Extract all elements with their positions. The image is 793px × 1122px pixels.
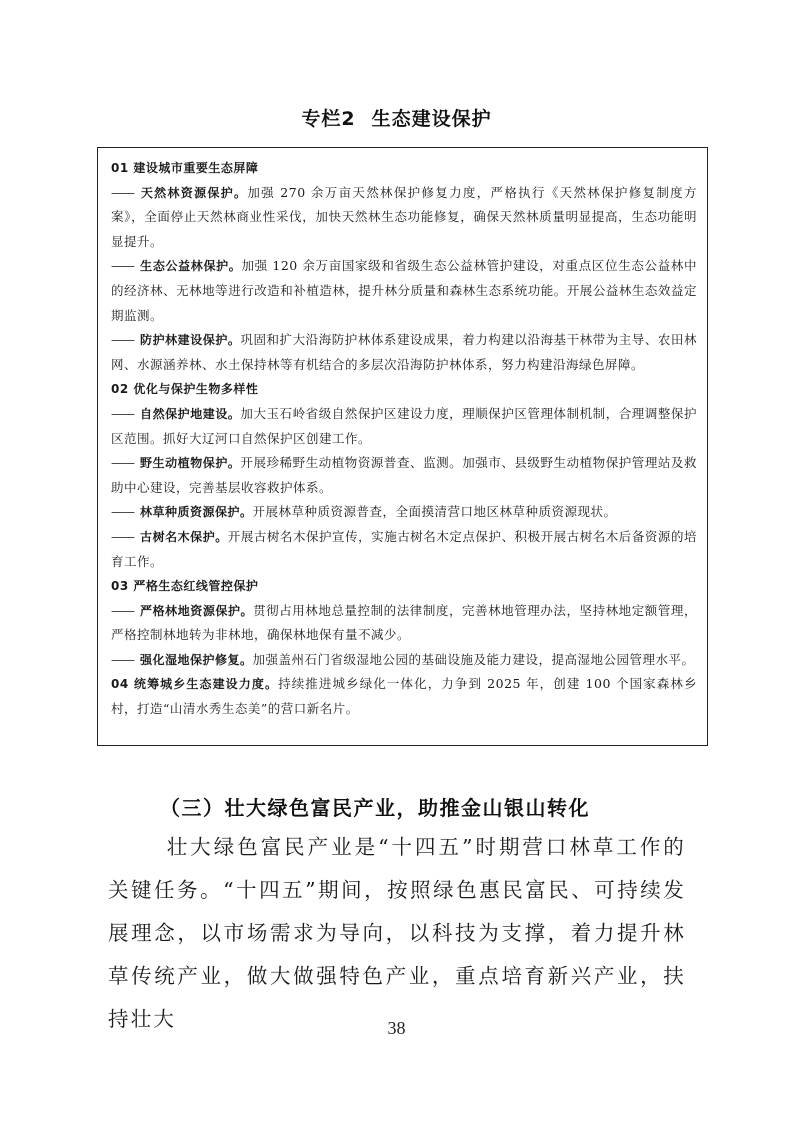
column-title xyxy=(0,104,793,131)
section-title: （三）壮大绿色富民产业，助推金山银山转化 xyxy=(160,796,590,820)
body-paragraph xyxy=(108,826,686,1041)
section-heading-02: 02 优化与保护生物多样性 xyxy=(111,382,259,397)
column-name: 生态建设保护 xyxy=(371,108,492,130)
section-heading-04: 04 统筹城乡生态建设力度。 xyxy=(111,677,279,692)
column-box xyxy=(97,147,708,746)
item-shelter-forest: —— 防护林建设保护。巩固和扩大沿海防护林体系建设成果，着力构建以沿海基干林带为主导、农田林网、水源涵养林、水土保持林等有机结合的多层次沿海防护林体系，努力构建沿海绿色屏障。 xyxy=(111,332,697,372)
item-ancient-trees: —— 古树名木保护。开展古树名木保护宣传，实施古树名木定点保护、积极开展古树名木后备资源的培育工作。 xyxy=(111,528,697,569)
item-wildlife: —— 野生动植物保护。开展珍稀野生动植物资源普查、监测。加强市、县级野生动植物保护管理站及救助中心建设，完善基层收容救护体系。 xyxy=(111,455,697,495)
item-germplasm: —— 林草种质资源保护。开展林草种质资源普查，全面摸清营口地区林草种质资源现状。 xyxy=(111,504,617,520)
item-wetland: —— 强化湿地保护修复。加强盖州石门省级湿地公园的基础设施及能力建设，提高湿地公园管理水平。 xyxy=(111,651,695,667)
item-nature-reserve: —— 自然保护地建设。加大玉石岭省级自然保护区建设力度，理顺保护区管理体制机制，合理调整保护区范围。抓好大辽河口自然保护区创建工作。 xyxy=(111,405,697,446)
page-number: 38 xyxy=(387,1018,406,1038)
column-label: 专栏2 xyxy=(301,108,356,130)
section-04: 04 统筹城乡生态建设力度。持续推进城乡绿化一体化，力争到 2025 年，创建 100 个国家森林乡村，打造“山清水秀生态美”的营口新名片。 xyxy=(111,676,697,717)
section-heading-03: 03 严格生态红线管控保护 xyxy=(111,579,259,594)
item-public-forest: —— 生态公益林保护。加强 120 余万亩国家级和省级生态公益林管护建设，对重点区位生态公益林中的经济林、无林地等进行改造和补植造林，提升林分质量和森林生态系统功能。开展公益林生态效益定期监测。 xyxy=(111,258,697,323)
item-natural-forest: —— 天然林资源保护。加强 270 余万亩天然林保护修复力度，严格执行《天然林保护修复制度方案》，全面停止天然林商业性采伐，加快天然林生态功能修复，确保天然林质量明显提高，生态功能明显提升。 xyxy=(111,184,697,249)
section-heading-01: 01 建设城市重要生态屏障 xyxy=(111,161,259,175)
body-paragraph-text: 壮大绿色富民产业是“十四五”时期营口林草工作的关键任务。“十四五”期间，按照绿色惠民富民、可持续发展理念，以市场需求为导向，以科技为支撑，着力提升林草传统产业，做大做强特色产业，重点培育新兴产业，扶持壮大 xyxy=(108,835,686,1031)
item-forest-land: —— 严格林地资源保护。贯彻占用林地总量控制的法律制度，完善林地管理办法，坚持林地定额管理，严格控制林地转为非林地，确保林地保有量不减少。 xyxy=(111,602,697,643)
